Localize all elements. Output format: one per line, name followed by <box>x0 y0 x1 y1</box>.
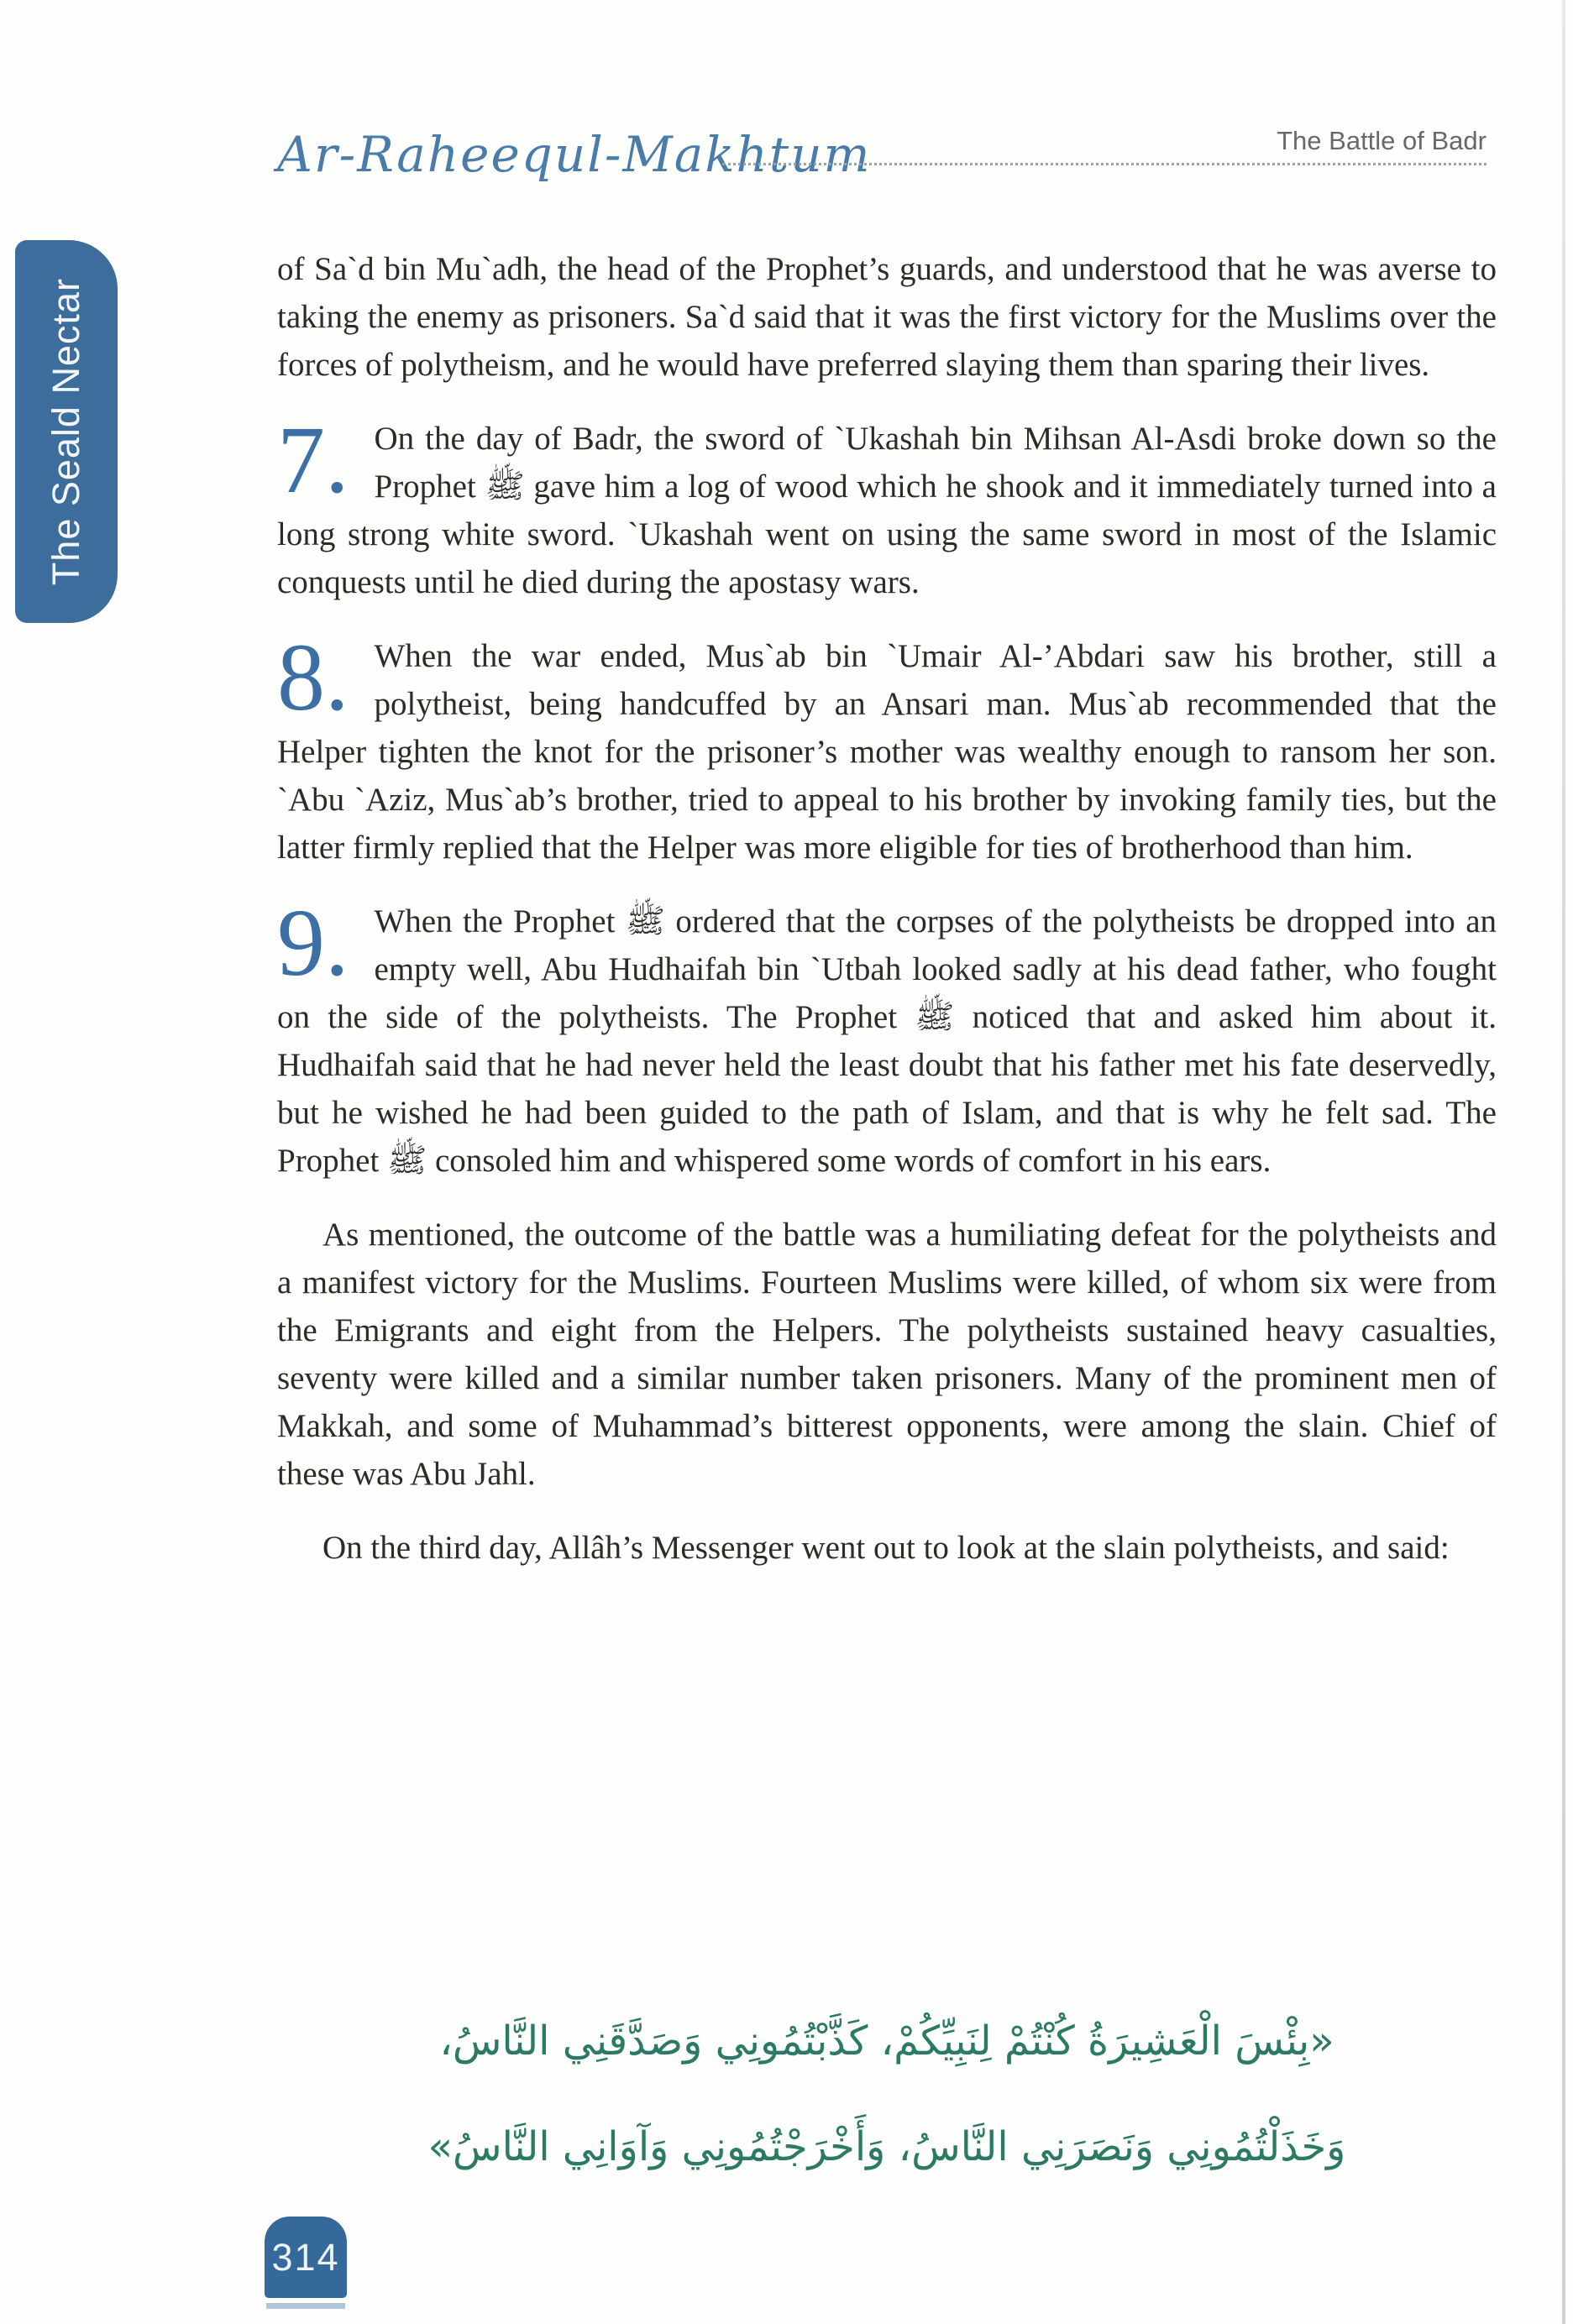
paragraph-text: On the day of Badr, the sword of `Ukashah bin Mihsan Al-Asdi broke down so the Prophet ﷺ gave him a log of wood which he shook and it immediately turned into a long strong white sword. `Ukashah went on using the same sword in most of the Islamic conquests until he died during the apostasy wars. <box>277 421 1497 600</box>
paragraph-text: When the war ended, Mus`ab bin `Umair Al-’Abdari saw his brother, still a polytheist, being handcuffed by an Ansari man. Mus`ab recommended that the Helper tighten the knot for the prisoner’s mother was wealthy enough to ransom her son. `Abu `Aziz, Mus`ab’s brother, tried to appeal to his brother by invoking family ties, but the latter firmly replied that the Helper was more eligible for ties of brotherhood than him. <box>277 638 1497 866</box>
arabic-quote-line-2: وَخَذَلْتُمُونِي وَنَصَرَنِي النَّاسُ، وَأَخْرَجْتُمُونِي وَآوَانِي النَّاسُ» <box>427 2123 1346 2170</box>
side-tab-label: The Seald Nectar <box>45 277 87 586</box>
page-header <box>277 124 1497 217</box>
arabic-quote <box>277 1988 1497 2200</box>
paragraph-text: of Sa`d bin Mu`adh, the head of the Prophet’s guards, and understood that he was averse to taking the enemy as prisoners. Sa`d said that it was the first victory for the Muslims over the forces of polytheism, and he would have preferred slaying them than sparing their lives. <box>277 251 1497 383</box>
header-dotted-rule <box>722 163 1486 165</box>
book-title-script: Ar-Raheequl-Makhtum <box>277 126 872 183</box>
side-tab <box>15 240 118 623</box>
paragraph-third-day <box>277 1524 1497 1572</box>
body-text <box>277 245 1497 1598</box>
paragraph-number: 9. <box>277 889 349 996</box>
paragraph-numbered-7 <box>277 406 1497 606</box>
page-number: 314 <box>271 2235 340 2279</box>
paragraph-number: 8. <box>277 624 349 730</box>
paragraph-text: On the third day, Allâh’s Messenger went out to look at the slain polytheists, and said: <box>322 1530 1450 1566</box>
paragraph-numbered-9 <box>277 889 1497 1185</box>
page-number-badge <box>265 2217 347 2298</box>
paragraph-text: When the Prophet ﷺ ordered that the corpses of the polytheists be dropped into an empty well, Abu Hudhaifah bin `Utbah looked sadly at his dead father, who fought on the side of the polytheists. The Prophet ﷺ noticed that and asked him about it. Hudhaifah said that he had never held the least doubt that his father met his fate deservedly, but he wished he had been guided to the path of Islam, and that is why he felt sad. The Prophet ﷺ consoled him and whispered some words of comfort in his ears. <box>277 903 1497 1179</box>
paragraph-text: As mentioned, the outcome of the battle was a humiliating defeat for the polytheists and a manifest victory for the Muslims. Fourteen Muslims were killed, of whom six were from the Emigrants and eight from the Helpers. The polytheists sustained heavy casualties, seventy were killed and a similar number taken prisoners. Many of the prominent men of Makkah, and some of Muhammad’s bitterest opponents, were among the slain. Chief of these was Abu Jahl. <box>277 1217 1497 1492</box>
page-number-underline <box>266 2303 345 2309</box>
scan-edge-line <box>1562 0 1565 2324</box>
arabic-quote-line-1: «بِئْسَ الْعَشِيرَةُ كُنْتُمْ لِنَبِيِّكُمْ، كَذَّبْتُمُونِي وَصَدَّقَنِي النَّاسُ، <box>439 2018 1334 2065</box>
paragraph-continuation <box>277 245 1497 389</box>
paragraph-outcome <box>277 1211 1497 1498</box>
chapter-title: The Battle of Badr <box>1277 126 1486 155</box>
paragraph-number: 7. <box>277 406 349 513</box>
paragraph-numbered-8 <box>277 624 1497 872</box>
